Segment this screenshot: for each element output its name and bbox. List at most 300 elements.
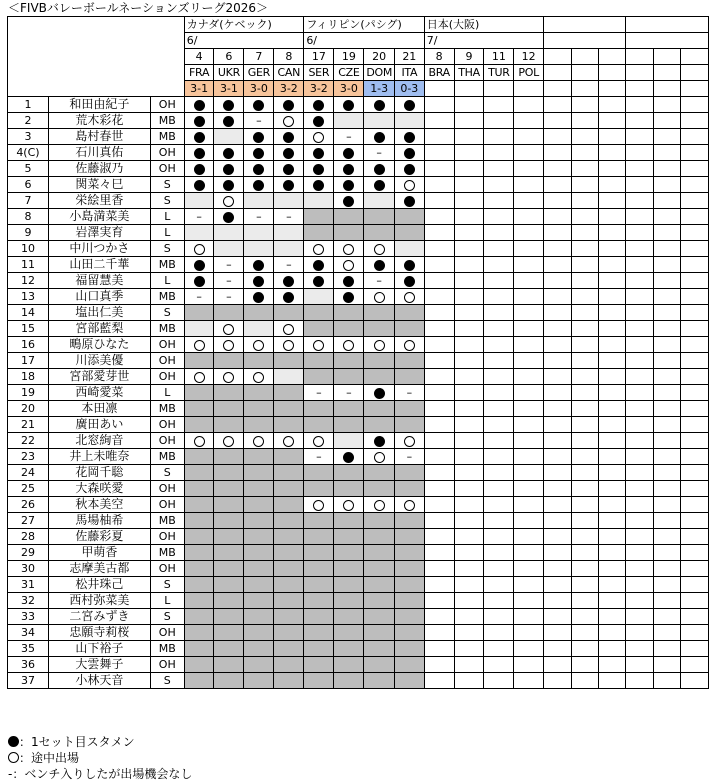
match-cell bbox=[544, 337, 571, 353]
substitute-open-circle-icon bbox=[194, 244, 205, 255]
match-cell bbox=[394, 625, 424, 641]
player-name: 山口真季 bbox=[48, 289, 150, 305]
player-row bbox=[8, 513, 709, 529]
starter-filled-circle-icon bbox=[223, 212, 234, 223]
match-cell bbox=[571, 609, 598, 625]
starter-filled-circle-icon bbox=[404, 276, 415, 287]
match-cell bbox=[571, 225, 598, 241]
match-cell bbox=[214, 257, 244, 273]
player-position: S bbox=[150, 673, 184, 689]
match-cell bbox=[514, 497, 544, 513]
player-position: OH bbox=[150, 529, 184, 545]
match-cell bbox=[484, 161, 514, 177]
match-cell bbox=[484, 641, 514, 657]
player-name: 北窓絢音 bbox=[48, 433, 150, 449]
match-cell bbox=[544, 145, 571, 161]
match-cell bbox=[598, 113, 625, 129]
match-cell bbox=[514, 225, 544, 241]
starter-filled-circle-icon bbox=[313, 148, 324, 159]
match-cell bbox=[598, 529, 625, 545]
filled-circle-icon bbox=[8, 736, 19, 747]
match-cell bbox=[424, 97, 454, 113]
match-cell bbox=[334, 257, 364, 273]
match-cell bbox=[484, 417, 514, 433]
match-cell bbox=[653, 625, 680, 641]
player-number: 34 bbox=[8, 625, 49, 641]
starter-filled-circle-icon bbox=[374, 260, 385, 271]
player-row bbox=[8, 369, 709, 385]
player-row bbox=[8, 321, 709, 337]
match-cell bbox=[364, 273, 394, 289]
opponent-label: TUR bbox=[484, 65, 514, 81]
match-cell bbox=[184, 369, 214, 385]
match-cell bbox=[214, 417, 244, 433]
match-cell bbox=[424, 353, 454, 369]
match-cell bbox=[394, 385, 424, 401]
match-cell bbox=[626, 577, 653, 593]
match-cell bbox=[394, 305, 424, 321]
match-cell bbox=[244, 257, 274, 273]
match-cell bbox=[544, 545, 571, 561]
match-cell bbox=[626, 609, 653, 625]
match-cell bbox=[394, 417, 424, 433]
match-cell bbox=[681, 657, 709, 673]
starter-filled-circle-icon bbox=[343, 276, 354, 287]
match-cell bbox=[214, 145, 244, 161]
match-cell bbox=[454, 225, 484, 241]
player-row bbox=[8, 625, 709, 641]
match-cell bbox=[394, 609, 424, 625]
starter-filled-circle-icon bbox=[283, 180, 294, 191]
match-cell bbox=[184, 625, 214, 641]
match-cell bbox=[484, 545, 514, 561]
match-cell bbox=[571, 545, 598, 561]
starter-filled-circle-icon bbox=[313, 260, 324, 271]
match-cell bbox=[364, 321, 394, 337]
starter-filled-circle-icon bbox=[404, 132, 415, 143]
match-cell bbox=[274, 241, 304, 257]
match-cell bbox=[334, 625, 364, 641]
match-cell bbox=[364, 241, 394, 257]
match-cell bbox=[514, 545, 544, 561]
player-number: 17 bbox=[8, 353, 49, 369]
match-cell bbox=[571, 625, 598, 641]
player-name: 山下裕子 bbox=[48, 641, 150, 657]
bench-dash: – bbox=[346, 130, 352, 143]
player-number: 2 bbox=[8, 113, 49, 129]
starter-filled-circle-icon bbox=[343, 148, 354, 159]
match-result bbox=[514, 81, 544, 97]
match-cell bbox=[244, 113, 274, 129]
match-cell bbox=[214, 289, 244, 305]
match-cell bbox=[214, 177, 244, 193]
match-cell bbox=[214, 113, 244, 129]
match-cell bbox=[653, 321, 680, 337]
match-cell bbox=[364, 369, 394, 385]
player-number: 13 bbox=[8, 289, 49, 305]
day-label bbox=[653, 49, 680, 65]
match-cell bbox=[514, 209, 544, 225]
match-cell bbox=[544, 577, 571, 593]
match-cell bbox=[514, 513, 544, 529]
match-cell bbox=[424, 369, 454, 385]
substitute-open-circle-icon bbox=[343, 244, 354, 255]
starter-filled-circle-icon bbox=[283, 148, 294, 159]
match-cell bbox=[544, 449, 571, 465]
player-name: 福留慧美 bbox=[48, 273, 150, 289]
match-cell bbox=[484, 273, 514, 289]
match-cell bbox=[571, 529, 598, 545]
player-position: MB bbox=[150, 513, 184, 529]
bench-dash: – bbox=[406, 450, 413, 463]
match-cell bbox=[598, 209, 625, 225]
match-cell bbox=[454, 129, 484, 145]
match-cell bbox=[653, 209, 680, 225]
match-cell bbox=[214, 401, 244, 417]
match-cell bbox=[394, 641, 424, 657]
substitute-open-circle-icon bbox=[374, 452, 385, 463]
match-cell bbox=[274, 497, 304, 513]
substitute-open-circle-icon bbox=[404, 436, 415, 447]
match-cell bbox=[334, 433, 364, 449]
player-number: 24 bbox=[8, 465, 49, 481]
match-cell bbox=[274, 465, 304, 481]
match-cell bbox=[484, 113, 514, 129]
match-cell bbox=[454, 369, 484, 385]
match-cell bbox=[214, 545, 244, 561]
match-cell bbox=[514, 289, 544, 305]
starter-filled-circle-icon bbox=[223, 164, 234, 175]
match-cell bbox=[184, 529, 214, 545]
substitute-open-circle-icon bbox=[283, 436, 294, 447]
starter-filled-circle-icon bbox=[374, 436, 385, 447]
player-number: 33 bbox=[8, 609, 49, 625]
player-row bbox=[8, 561, 709, 577]
match-cell bbox=[571, 353, 598, 369]
match-cell bbox=[304, 673, 334, 689]
starter-filled-circle-icon bbox=[283, 276, 294, 287]
match-cell bbox=[626, 481, 653, 497]
match-cell bbox=[681, 433, 709, 449]
match-cell bbox=[394, 433, 424, 449]
match-cell bbox=[424, 225, 454, 241]
player-number: 10 bbox=[8, 241, 49, 257]
player-position: OH bbox=[150, 481, 184, 497]
player-row bbox=[8, 385, 709, 401]
player-name: 和田由紀子 bbox=[48, 97, 150, 113]
match-cell bbox=[184, 145, 214, 161]
match-cell bbox=[364, 561, 394, 577]
match-cell bbox=[681, 513, 709, 529]
match-cell bbox=[484, 497, 514, 513]
player-position: MB bbox=[150, 401, 184, 417]
match-cell bbox=[598, 577, 625, 593]
starter-filled-circle-icon bbox=[313, 276, 324, 287]
bench-dash: – bbox=[226, 258, 232, 271]
player-number: 11 bbox=[8, 257, 49, 273]
stage-label: 日本(大阪) bbox=[424, 17, 543, 33]
match-cell bbox=[544, 113, 571, 129]
player-number: 21 bbox=[8, 417, 49, 433]
match-cell bbox=[484, 193, 514, 209]
player-row bbox=[8, 113, 709, 129]
match-cell bbox=[184, 289, 214, 305]
match-cell bbox=[394, 145, 424, 161]
day-label: 17 bbox=[304, 49, 334, 65]
match-cell bbox=[681, 225, 709, 241]
match-cell bbox=[514, 641, 544, 657]
legend-bench-text: -：ベンチ入りしたが出場機会なし bbox=[8, 767, 193, 781]
match-cell bbox=[514, 369, 544, 385]
match-cell bbox=[274, 289, 304, 305]
match-cell bbox=[681, 241, 709, 257]
match-cell bbox=[364, 449, 394, 465]
match-cell bbox=[364, 481, 394, 497]
match-cell bbox=[364, 401, 394, 417]
match-cell bbox=[681, 273, 709, 289]
player-number: 18 bbox=[8, 369, 49, 385]
match-cell bbox=[304, 353, 334, 369]
match-cell bbox=[214, 161, 244, 177]
match-cell bbox=[304, 305, 334, 321]
match-cell bbox=[244, 337, 274, 353]
starter-filled-circle-icon bbox=[374, 164, 385, 175]
match-cell bbox=[454, 337, 484, 353]
match-cell bbox=[454, 113, 484, 129]
opponent-label: ITA bbox=[394, 65, 424, 81]
match-cell bbox=[304, 433, 334, 449]
match-cell bbox=[653, 673, 680, 689]
match-cell bbox=[653, 337, 680, 353]
player-position: OH bbox=[150, 369, 184, 385]
player-position: L bbox=[150, 225, 184, 241]
match-cell bbox=[184, 513, 214, 529]
player-number: 7 bbox=[8, 193, 49, 209]
match-cell bbox=[681, 625, 709, 641]
match-cell bbox=[184, 161, 214, 177]
match-cell bbox=[484, 401, 514, 417]
player-row bbox=[8, 593, 709, 609]
substitute-open-circle-icon bbox=[223, 196, 234, 207]
match-cell bbox=[244, 209, 274, 225]
player-number: 8 bbox=[8, 209, 49, 225]
match-cell bbox=[304, 641, 334, 657]
day-label bbox=[598, 49, 625, 65]
match-cell bbox=[454, 529, 484, 545]
match-cell bbox=[304, 321, 334, 337]
match-cell bbox=[454, 385, 484, 401]
starter-filled-circle-icon bbox=[223, 116, 234, 127]
match-cell bbox=[571, 465, 598, 481]
match-cell bbox=[544, 289, 571, 305]
match-cell bbox=[484, 433, 514, 449]
match-cell bbox=[394, 449, 424, 465]
match-cell bbox=[653, 401, 680, 417]
match-cell bbox=[681, 97, 709, 113]
match-cell bbox=[304, 625, 334, 641]
match-cell bbox=[626, 353, 653, 369]
match-cell bbox=[598, 673, 625, 689]
match-cell bbox=[424, 513, 454, 529]
substitute-open-circle-icon bbox=[404, 340, 415, 351]
match-cell bbox=[364, 161, 394, 177]
match-cell bbox=[598, 321, 625, 337]
match-cell bbox=[514, 337, 544, 353]
player-row bbox=[8, 161, 709, 177]
match-cell bbox=[244, 97, 274, 113]
match-cell bbox=[304, 529, 334, 545]
player-row bbox=[8, 449, 709, 465]
starter-filled-circle-icon bbox=[313, 180, 324, 191]
starter-filled-circle-icon bbox=[253, 292, 264, 303]
stage-label: フィリピン(パシグ) bbox=[304, 17, 424, 33]
match-cell bbox=[334, 145, 364, 161]
match-cell bbox=[484, 257, 514, 273]
starter-filled-circle-icon bbox=[194, 276, 205, 287]
match-cell bbox=[544, 465, 571, 481]
match-cell bbox=[364, 225, 394, 241]
match-cell bbox=[681, 337, 709, 353]
player-name: 花岡千聡 bbox=[48, 465, 150, 481]
player-number: 23 bbox=[8, 449, 49, 465]
match-cell bbox=[626, 273, 653, 289]
match-cell bbox=[214, 449, 244, 465]
player-number: 20 bbox=[8, 401, 49, 417]
match-cell bbox=[364, 209, 394, 225]
match-cell bbox=[214, 657, 244, 673]
match-cell bbox=[274, 129, 304, 145]
match-cell bbox=[626, 433, 653, 449]
match-cell bbox=[184, 97, 214, 113]
player-position: L bbox=[150, 209, 184, 225]
match-cell bbox=[626, 561, 653, 577]
match-cell bbox=[304, 289, 334, 305]
page-title: ＜FIVBバレーボールネーションズリーグ2026＞ bbox=[8, 1, 268, 15]
starter-filled-circle-icon bbox=[194, 116, 205, 127]
match-result: 0-3 bbox=[394, 81, 424, 97]
match-cell bbox=[304, 593, 334, 609]
match-cell bbox=[484, 625, 514, 641]
match-cell bbox=[334, 657, 364, 673]
player-position: S bbox=[150, 465, 184, 481]
opponent-label: FRA bbox=[184, 65, 214, 81]
match-cell bbox=[514, 529, 544, 545]
match-cell bbox=[653, 241, 680, 257]
match-cell bbox=[304, 129, 334, 145]
match-cell bbox=[214, 529, 244, 545]
match-cell bbox=[184, 657, 214, 673]
day-label bbox=[571, 49, 598, 65]
match-cell bbox=[653, 561, 680, 577]
match-cell bbox=[274, 177, 304, 193]
match-cell bbox=[598, 433, 625, 449]
substitute-open-circle-icon bbox=[374, 340, 385, 351]
match-cell bbox=[626, 241, 653, 257]
substitute-open-circle-icon bbox=[404, 500, 415, 511]
match-cell bbox=[394, 401, 424, 417]
match-cell bbox=[304, 241, 334, 257]
match-cell bbox=[394, 353, 424, 369]
player-name: 荒木彩花 bbox=[48, 113, 150, 129]
match-cell bbox=[626, 145, 653, 161]
player-name: 宮部愛芽世 bbox=[48, 369, 150, 385]
match-cell bbox=[544, 305, 571, 321]
player-name: 忠願寺莉桜 bbox=[48, 625, 150, 641]
match-cell bbox=[334, 529, 364, 545]
bench-dash: – bbox=[316, 386, 322, 399]
match-cell bbox=[598, 97, 625, 113]
match-cell bbox=[681, 673, 709, 689]
player-number: 27 bbox=[8, 513, 49, 529]
match-cell bbox=[274, 353, 304, 369]
match-cell bbox=[681, 529, 709, 545]
match-cell bbox=[244, 465, 274, 481]
starter-filled-circle-icon bbox=[313, 100, 324, 111]
substitute-open-circle-icon bbox=[313, 436, 324, 447]
starter-filled-circle-icon bbox=[343, 292, 354, 303]
match-cell bbox=[304, 177, 334, 193]
substitute-open-circle-icon bbox=[374, 292, 385, 303]
match-cell bbox=[681, 401, 709, 417]
match-cell bbox=[571, 257, 598, 273]
match-cell bbox=[274, 225, 304, 241]
match-cell bbox=[214, 337, 244, 353]
match-cell bbox=[454, 177, 484, 193]
match-cell bbox=[394, 321, 424, 337]
match-cell bbox=[394, 657, 424, 673]
match-cell bbox=[334, 353, 364, 369]
match-cell bbox=[484, 177, 514, 193]
match-cell bbox=[544, 561, 571, 577]
match-cell bbox=[244, 241, 274, 257]
starter-filled-circle-icon bbox=[223, 148, 234, 159]
match-cell bbox=[454, 593, 484, 609]
match-cell bbox=[394, 161, 424, 177]
match-cell bbox=[394, 577, 424, 593]
match-cell bbox=[681, 353, 709, 369]
match-cell bbox=[544, 609, 571, 625]
match-cell bbox=[214, 273, 244, 289]
match-cell bbox=[626, 529, 653, 545]
match-result: 3-1 bbox=[214, 81, 244, 97]
player-row bbox=[8, 401, 709, 417]
match-cell bbox=[598, 481, 625, 497]
match-cell bbox=[544, 657, 571, 673]
match-cell bbox=[304, 545, 334, 561]
match-cell bbox=[681, 113, 709, 129]
match-cell bbox=[544, 593, 571, 609]
match-cell bbox=[626, 449, 653, 465]
match-cell bbox=[244, 449, 274, 465]
match-cell bbox=[484, 385, 514, 401]
match-cell bbox=[304, 481, 334, 497]
match-cell bbox=[364, 145, 394, 161]
match-cell bbox=[184, 177, 214, 193]
match-cell bbox=[244, 641, 274, 657]
match-cell bbox=[274, 561, 304, 577]
match-cell bbox=[454, 257, 484, 273]
match-cell bbox=[571, 145, 598, 161]
match-cell bbox=[626, 193, 653, 209]
match-cell bbox=[394, 481, 424, 497]
match-cell bbox=[681, 561, 709, 577]
match-cell bbox=[484, 561, 514, 577]
match-cell bbox=[454, 145, 484, 161]
match-cell bbox=[334, 225, 364, 241]
day-label: 7 bbox=[244, 49, 274, 65]
match-cell bbox=[214, 561, 244, 577]
match-cell bbox=[424, 561, 454, 577]
